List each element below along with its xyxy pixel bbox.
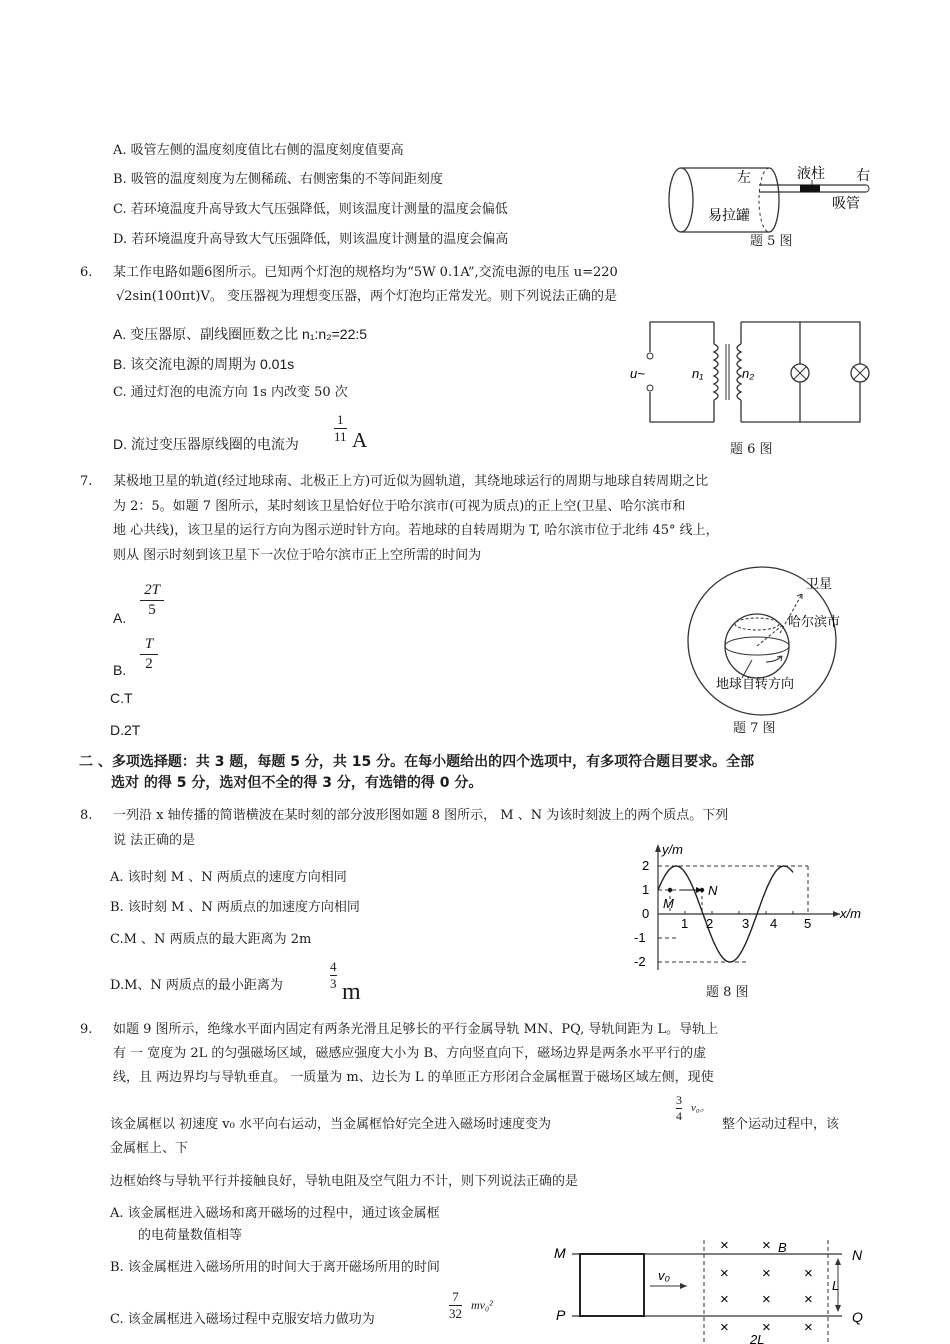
q6-stem-line1: 某工作电路如题6图所示。已知两个灯泡的规格均为“5W 0.1A”,交流电源的电压 u=220 (113, 265, 618, 280)
q8-option-d: D.M、N 两质点的最小距离为 (110, 978, 283, 993)
q9-option-c-fraction (449, 1290, 462, 1322)
field-cross-icon: × (720, 1319, 729, 1336)
q9-stem-line4a: 该金属框以 初速度 v₀ 水平向右运动，当金属框恰好完全进入磁场时速度变为 (110, 1117, 551, 1132)
q7-stem-line1: 某极地卫星的轨道(经过地球南、北极正上方)可近似为圆轨道，其绕地球运行的周期与地球自转周期之比 (113, 474, 709, 489)
q9-stem-line6: 边框始终与导轨平行并接触良好，导轨电阻及空气阻力不计，则下列说法正确的是 (110, 1174, 579, 1189)
q8-option-c: C.M 、N 两质点的最大距离为 2m (110, 932, 312, 947)
section2-heading-line1: 二 、多项选择题：共 3 题，每题 5 分，共 15 分。在每小题给出的四个选项中，有多项符合题目要求。全部 (79, 754, 755, 770)
q7-label-city: 哈尔滨市 (788, 614, 841, 629)
q9-label-q: Q (852, 1309, 863, 1325)
q7-option-a-numerator: 2T (144, 582, 160, 598)
q8-option-d-denominator: 3 (330, 976, 337, 992)
q9-option-c-denominator: 32 (449, 1306, 462, 1322)
q6-caption: 题 6 图 (730, 442, 773, 457)
q9-stem-line1: 如题 9 图所示，绝缘水平面内固定有两条光滑且足够长的平行金属导轨 MN、PQ, 导轨间距为 L。导轨上 (113, 1022, 719, 1037)
q9-speed-fraction (676, 1094, 682, 1123)
q9-label-v0: v₀ (658, 1268, 670, 1283)
q9-speed-v0: v₀。 (691, 1102, 711, 1114)
q9-label-l: L (832, 1278, 840, 1293)
field-cross-icon: × (720, 1291, 729, 1308)
q9-figure (552, 1238, 870, 1344)
q6-stem-line2: √2sin(100πt)V。 变压器视为理想变压器，两个灯泡均正常发光。则下列说法正确的是 (116, 289, 618, 304)
q8-xlabel: x/m (840, 906, 861, 921)
field-cross-icon: × (720, 1238, 729, 1254)
q7-option-a-label: A. (113, 610, 127, 626)
q8-xtick-2: 2 (706, 916, 714, 931)
q5-option-d: D. 若环境温度升高导致大气压强降低，则该温度计测量的温度会偏高 (113, 232, 509, 247)
q8-ytick-2: 2 (642, 858, 650, 873)
field-cross-icon: × (804, 1265, 813, 1282)
q5-option-c: C. 若环境温度升高导致大气压强降低，则该温度计测量的温度会偏低 (113, 202, 508, 217)
q8-label-n: N (708, 883, 718, 898)
q7-option-a-denominator: 5 (148, 601, 156, 618)
q9-stem-line3: 线，且 两边界均与导轨垂直。 一质量为 m、边长为 L 的单匝正方形闭合金属框置于磁场区域左侧，现使 (113, 1070, 714, 1085)
q7-stem-line3: 地 心共线)，该卫星的运行方向为图示逆时针方向。若地球的自转周期为 T, 哈尔滨市位于北纬 45° 线上， (113, 523, 719, 538)
q8-option-b: B. 该时刻 M 、N 两质点的加速度方向相同 (110, 900, 360, 915)
q7-number: 7. (80, 474, 93, 489)
field-cross-icon: × (720, 1265, 729, 1282)
q5-option-a: A. 吸管左侧的温度刻度值比右侧的温度刻度值要高 (113, 143, 404, 158)
q8-xtick-1: 1 (681, 916, 689, 931)
q9-speed-numerator: 3 (676, 1093, 682, 1107)
q8-ytick-neg2: -2 (634, 954, 646, 969)
q9-option-c: C. 该金属框进入磁场过程中克服安培力做功为 (110, 1312, 375, 1327)
q9-stem-line2: 有 一 宽度为 2L 的匀强磁场区域，磁感应强度大小为 B、方向竖直向下，磁场边界是两条水平平行的虚 (113, 1046, 707, 1061)
q5-label-liquid: 液柱 (797, 165, 825, 181)
q6-figure (630, 316, 880, 428)
q6-option-c: C. 通过灯泡的电流方向 1s 内改变 50 次 (113, 385, 348, 400)
field-cross-icon: × (762, 1265, 771, 1282)
q6-label-n1: n₁ (692, 366, 704, 381)
q8-label-m: M (663, 896, 674, 911)
q9-stem-line5: 金属框上、下 (110, 1141, 189, 1156)
q7-option-a-fraction (140, 582, 164, 618)
field-cross-icon: × (762, 1319, 771, 1336)
q5-label-right: 右 (856, 167, 870, 183)
q8-stem-line1: 一列沿 x 轴传播的简谐横波在某时刻的部分波形图如题 8 图所示， M 、N 为该时刻波上的两个质点。下列 (113, 808, 729, 823)
q7-option-b-denominator: 2 (145, 655, 153, 672)
field-cross-icon: × (762, 1291, 771, 1308)
field-cross-icon: × (804, 1291, 813, 1308)
q9-label-m: M (554, 1245, 566, 1261)
q6-option-a: A. 变压器原、副线圈匝数之比 n₁:n₂=22:5 (113, 326, 368, 342)
q5-label-left: 左 (737, 169, 751, 185)
q7-option-c: C.T (110, 690, 133, 706)
q7-option-b-label: B. (113, 662, 127, 678)
q8-option-d-numerator: 4 (330, 959, 337, 974)
q8-option-a: A. 该时刻 M 、N 两质点的速度方向相同 (110, 870, 347, 885)
q7-option-b-fraction (140, 636, 158, 672)
q8-xtick-5: 5 (804, 916, 812, 931)
q9-stem-line4b: 整个运动过程中，该 (722, 1117, 840, 1132)
q9-label-n: N (852, 1247, 863, 1263)
q8-stem-line2: 说 法正确的是 (113, 833, 196, 848)
q7-label-satellite: 卫星 (806, 576, 833, 591)
q9-magnetic-field-crosses (720, 1238, 813, 1336)
q9-label-b: B (778, 1240, 787, 1255)
q8-option-d-unit: m (342, 979, 361, 1005)
q9-label-p: P (556, 1307, 566, 1323)
q6-option-d: D. 流过变压器原线圈的电流为 (113, 436, 299, 452)
q7-option-d: D.2T (110, 722, 141, 738)
fraction-bar (140, 654, 158, 655)
q7-stem-line2: 为 2：5。如题 7 图所示，某时刻该卫星恰好位于哈尔滨市(可视为质点)的正上空(卫星、哈尔滨市和 (113, 499, 686, 514)
q5-option-b: B. 吸管的温度刻度为左侧稀疏、右侧密集的不等间距刻度 (113, 172, 443, 187)
q8-number: 8. (80, 808, 93, 823)
q7-figure (682, 566, 878, 716)
q7-option-b-numerator: T (144, 636, 154, 652)
q8-figure (618, 838, 876, 974)
q9-option-a-line2: 的电荷量数值相等 (138, 1228, 243, 1243)
q8-ytick-neg1: -1 (634, 930, 646, 945)
q9-option-b: B. 该金属框进入磁场所用的时间大于离开磁场所用的时间 (110, 1260, 440, 1275)
field-cross-icon: × (762, 1238, 771, 1254)
q8-point-m (668, 888, 672, 892)
q8-ytick-1: 1 (642, 882, 650, 897)
q6-option-b: B. 该交流电源的周期为 0.01s (113, 356, 295, 372)
q9-option-a-line1: A. 该金属框进入磁场和离开磁场的过程中，通过该金属框 (110, 1206, 440, 1221)
q9-option-c-numerator: 7 (452, 1289, 459, 1304)
fraction-bar (140, 600, 164, 601)
q8-option-d-fraction (330, 960, 337, 992)
q6-label-n2: n₂ (742, 366, 755, 381)
q5-caption: 题 5 图 (750, 234, 793, 249)
q6-option-d-denominator: 11 (334, 429, 347, 445)
q8-ytick-0: 0 (642, 906, 650, 921)
q9-number: 9. (80, 1022, 93, 1037)
q6-label-u: u~ (630, 366, 645, 381)
q9-label-2l: 2L (750, 1332, 765, 1344)
q7-caption: 题 7 图 (733, 721, 776, 736)
q5-label-can: 易拉罐 (708, 207, 750, 223)
q7-stem-line4: 则从 图示时刻到该卫星下一次位于哈尔滨市正上空所需的时间为 (113, 548, 482, 563)
q6-option-d-numerator: 1 (337, 412, 344, 427)
q9-option-c-tail: mv₀² (471, 1298, 493, 1312)
section2-heading-line2: 选对 的得 5 分，选对但不全的得 3 分，有选错的得 0 分。 (111, 775, 483, 791)
q8-ylabel: y/m (662, 842, 683, 857)
q8-xtick-4: 4 (770, 916, 778, 931)
q6-option-d-unit: A (352, 428, 368, 452)
q9-speed-denominator: 4 (676, 1109, 682, 1124)
q8-caption: 题 8 图 (706, 985, 749, 1000)
q8-xtick-3: 3 (742, 916, 750, 931)
q6-option-d-fraction (334, 413, 347, 445)
q7-label-rotation: 地球自转方向 (716, 676, 795, 691)
field-cross-icon: × (804, 1319, 813, 1336)
q6-number: 6. (80, 265, 93, 280)
q5-label-straw: 吸管 (832, 195, 860, 211)
